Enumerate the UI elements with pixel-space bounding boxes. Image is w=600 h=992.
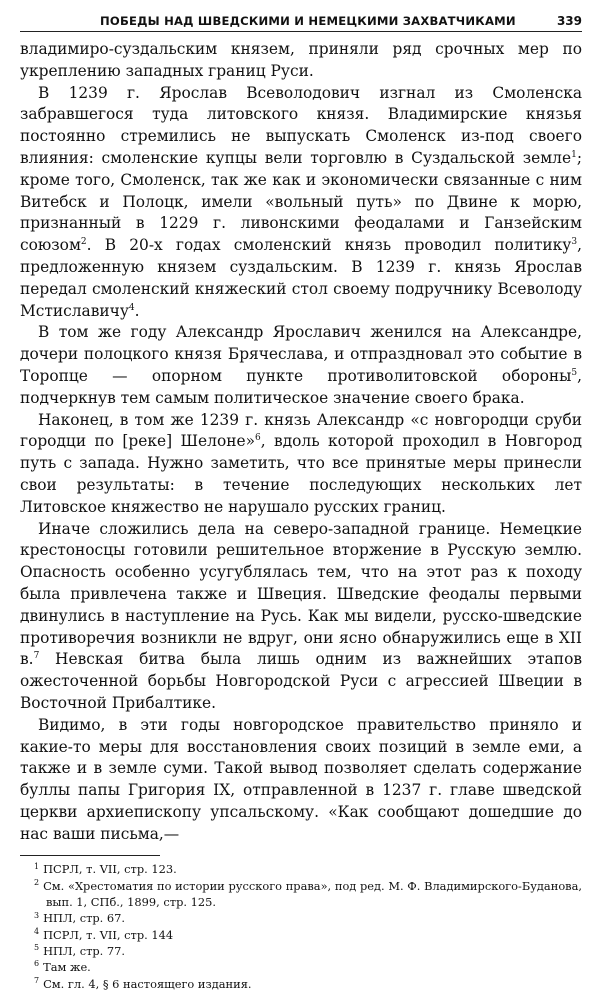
footnote-number: 3: [34, 910, 40, 920]
text-run: Иначе сложились дела на северо-западной границе. Немецкие крестоносцы готовили решительное вторжение в Русскую землю. Опасность особенно усугублялась тем, что на этот раз к походу была привлечена также и Швеция. Шведские феодалы первыми двинулись в наступление на Русь. Как мы видели, русско-шведские противоречия возникли не вдруг, они ясно обнаружились еще в XII в.: [20, 519, 582, 669]
paragraph: [20, 39, 582, 83]
footnote-number: 5: [34, 943, 40, 953]
text-run: В том же году Александр Ярославич женился на Александре, дочери полоцкого князя Брячеслава, и отпраздновал это событие в Торопце — опорном пункте противолитовской обороны: [20, 323, 582, 385]
footnote-number: 4: [34, 926, 40, 936]
paragraph: [20, 715, 582, 846]
footnote: [20, 861, 582, 877]
book-page: [20, 14, 582, 992]
body-text: [20, 39, 582, 845]
footnote-divider: [20, 855, 160, 856]
text-run: владимиро-суздальским князем, приняли ряд срочных мер по укреплению западных границ Руси.: [20, 40, 582, 80]
text-run: Наконец, в том же 1239 г. князь Александр «с новгородци сруби городци по [реке] Шелоне»: [20, 410, 582, 451]
footnote-marker: 2: [80, 237, 87, 248]
text-run: . В 20-х годах смоленский князь проводил политику: [86, 236, 572, 255]
footnote-number: 2: [34, 877, 40, 887]
footnote: [20, 976, 582, 992]
footnote-marker: 5: [571, 367, 578, 378]
footnote: [20, 927, 582, 943]
footnote-text: НПЛ, стр. 77.: [43, 943, 126, 958]
text-run: , подчеркнув тем самым политическое значение своего брака.: [20, 366, 582, 407]
footnote-marker: 7: [33, 651, 40, 662]
text-run: ; кроме того, Смоленск, так же как и экономически связанные с ним Витебск и Полоцк, имели «вольный путь» по Двине к морю, признанный в 1229 г. ливонскими феодалами и Ганзейским союзом: [20, 148, 582, 255]
paragraph: [20, 410, 582, 519]
footnote-text: ПСРЛ, т. VII, стр. 123.: [43, 862, 177, 877]
footnote-number: 7: [34, 975, 40, 985]
running-title: ПОБЕДЫ НАД ШВЕДСКИМИ И НЕМЕЦКИМИ ЗАХВАТЧИКАМИ: [100, 14, 516, 28]
page-number: 339: [556, 14, 582, 28]
paragraph: [20, 322, 582, 409]
text-run: , вдоль которой проходил в Новгород путь с запада. Нужно заметить, что все принятые меры принесли свои результаты: в течение последующих нескольких лет Литовское княжество не нарушало русских границ.: [20, 432, 582, 516]
footnote-number: 1: [34, 861, 40, 871]
text-run: , предложенную князем суздальским. В 1239 г. князь Ярослав передал смоленский княжеский стол своему подручнику Всеволоду Мстиславичу: [20, 236, 582, 320]
text-run: .: [134, 301, 140, 320]
footnote-text: См. гл. 4, § 6 настоящего издания.: [43, 976, 252, 991]
text-run: Невская битва была лишь одним из важнейших этапов ожесточенной борьбы Новгородской Руси с агрессией Швеции в Восточной Прибалтике.: [20, 650, 582, 712]
footnote: [20, 910, 582, 926]
footnote-marker: 3: [571, 237, 578, 248]
footnote-text: НПЛ, стр. 67.: [43, 911, 126, 926]
text-run: Видимо, в эти годы новгородское правительство приняло и какие-то меры для восстановления своих позиций в земле еми, а также и в земле суми. Такой вывод позволяет сделать содержание буллы папы Григория IX, отправленной в 1237 г. главе шведской церкви архиепископу упсальскому. «Как сообщают дошедшие до нас ваши письма,—: [20, 715, 582, 843]
footnote: [20, 943, 582, 959]
paragraph: [20, 519, 582, 715]
footnote-number: 6: [34, 959, 40, 969]
footnote: [20, 959, 582, 975]
page-header: [20, 14, 582, 32]
footnote-marker: 4: [128, 302, 135, 313]
footnote-text: ПСРЛ, т. VII, стр. 144: [43, 927, 174, 942]
footnote-text: Там же.: [43, 960, 91, 975]
footnotes: [20, 861, 582, 991]
footnote-text: См. «Хрестоматия по истории русского права», под ред. М. Ф. Владимирского-Буданова, вып. 1, СПб., 1899, стр. 125.: [43, 878, 582, 910]
paragraph: [20, 83, 582, 323]
text-run: В 1239 г. Ярослав Всеволодович изгнал из Смоленска забравшегося туда литовского князя. Владимирские князья постоянно стремились не выпускать Смоленск из-под своего влияния: смоленские купцы вели торговлю в Суздальской земле: [20, 83, 582, 167]
footnote: [20, 878, 582, 911]
footnote-marker: 6: [255, 433, 261, 444]
footnote-marker: 1: [571, 149, 577, 160]
